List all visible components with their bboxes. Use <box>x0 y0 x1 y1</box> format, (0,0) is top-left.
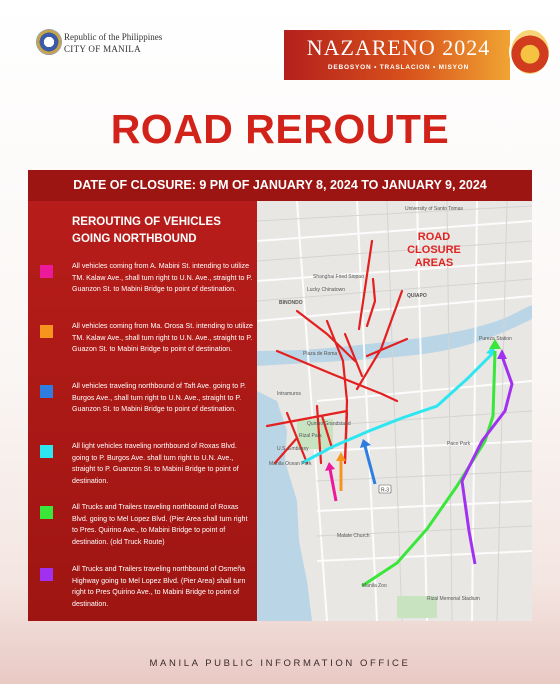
place-label: Paco Park <box>447 441 471 447</box>
purple-route-arrow <box>497 349 507 359</box>
footer-office-name: MANILA PUBLIC INFORMATION OFFICE <box>149 658 411 669</box>
place-label: Quirino Grandstand <box>307 421 351 427</box>
reroute-item-text: All vehicles coming from Ma. Orosa St. intending to utilize TM. Kalaw Ave., shall turn right to U.N. Ave., straight to P. Guazon St. to Mabini Bridge to point of destination. <box>72 322 253 353</box>
closure-date-bar: DATE OF CLOSURE: 9 PM OF JANUARY 8, 2024 TO JANUARY 9, 2024 <box>28 170 532 201</box>
map-graphic <box>257 201 532 621</box>
place-label: Intramuros <box>277 391 301 397</box>
place-label: QUIAPO <box>407 293 427 299</box>
pink-route-line <box>330 469 336 501</box>
nazareno-logo-icon <box>511 30 549 74</box>
reroute-heading-line1: REROUTING OF VEHICLES <box>72 216 221 228</box>
government-line-1: Republic of the Philippines <box>64 32 163 42</box>
place-label: Manila Zoo <box>362 583 387 589</box>
route-marker-label: R-3 <box>380 487 390 494</box>
place-label: Shanghai Fried Siopao <box>313 274 364 280</box>
place-label: Manila Ocean Park <box>269 461 312 467</box>
reroute-map <box>257 201 532 621</box>
place-label: Pureza Station <box>479 336 512 342</box>
reroute-heading <box>72 214 252 248</box>
pink-route-swatch <box>40 265 53 278</box>
green-route-swatch <box>40 506 53 519</box>
purple-route-swatch <box>40 568 53 581</box>
reroute-item-text: All vehicles coming from A. Mabini St. intending to utilize TM. Kalaw Ave., shall turn right to U.N. Ave., straight to P. Guanzon St. to Mabini Bridge to point of destination. <box>72 262 253 293</box>
place-label: BINONDO <box>279 300 303 306</box>
event-banner <box>284 30 510 80</box>
place-label: U.S. Embassy <box>277 446 309 452</box>
event-title: NAZARENO 2024 <box>306 35 491 60</box>
closure-areas-label <box>399 231 469 270</box>
reroute-item-text: All Trucks and Trailers traveling northbound of Osmeña Highway going to Mel Lopez Blvd. (Pier Area) shall turn right to Pres Quirino Ave., to Mabini Bridge to point of destination. <box>72 565 246 608</box>
government-line-2: CITY OF MANILA <box>64 44 141 54</box>
orange-route-swatch <box>40 325 53 338</box>
place-label: Rizal Memorial Stadium <box>427 596 480 602</box>
blue-route-swatch <box>40 385 53 398</box>
reroute-item-text: All vehicles traveling northbound of Taft Ave. going to P. Burgos Ave., shall turn right to U.N. Ave., straight to P. Guanzon St. to Mabini Bridge to point of destination. <box>72 382 246 413</box>
reroute-heading-line2: GOING NORTHBOUND <box>72 233 197 245</box>
city-seal-icon <box>36 29 62 55</box>
cyan-route-swatch <box>40 445 53 458</box>
reroute-item-text: All Trucks and Trailers traveling northbound of Roxas Blvd. going to Mel Lopez Blvd. (Pier Area shall turn right to Pres. Quirino Ave., to Mabini Bridge to point of destination. (old Truck Route) <box>72 503 248 546</box>
closure-label-line2: CLOSURE <box>407 244 461 256</box>
place-label: Plaza de Roma <box>303 351 338 357</box>
event-subtitle: DEBOSYON • TRASLACION • MISYON <box>327 64 470 71</box>
closure-label-line3: AREAS <box>414 257 454 269</box>
place-label: Rizal Park <box>299 433 322 439</box>
place-label: Lucky Chinatown <box>307 287 346 293</box>
place-label: Malate Church <box>337 533 370 539</box>
pink-route-arrow <box>325 462 335 471</box>
page-title: ROAD REROUTE <box>110 106 450 152</box>
closure-label-line1: ROAD <box>417 231 451 243</box>
place-label: University of Santo Tomas <box>405 206 463 212</box>
reroute-item-text: All light vehicles traveling northbound of Roxas Blvd. going to P. Burgos Ave. shall turn right to U.N. Ave., straight to P. Guanzon St. to Mabini Bridge to point of destination. <box>72 442 239 485</box>
